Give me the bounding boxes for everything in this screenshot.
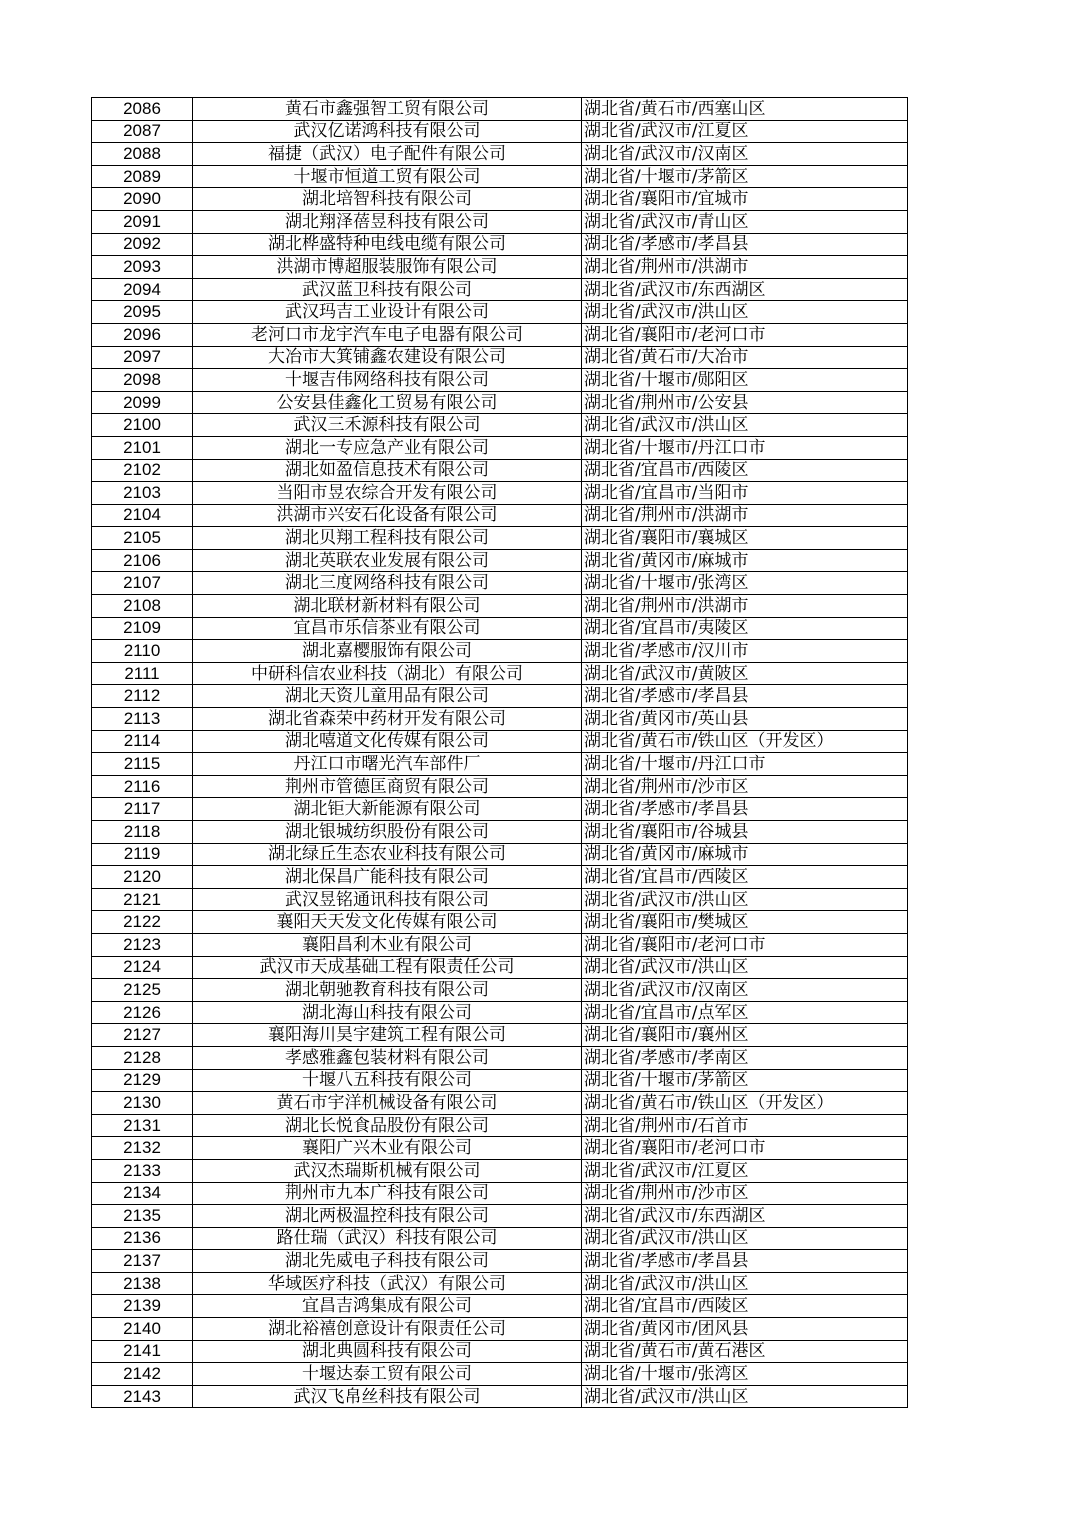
row-number: 2126 — [92, 1001, 193, 1024]
table-row — [92, 188, 908, 211]
table-row — [92, 843, 908, 866]
company-name: 华域医疗科技（武汉）有限公司 — [193, 1272, 582, 1295]
company-name: 洪湖市博超服装服饰有限公司 — [193, 256, 582, 279]
region: 湖北省/武汉市/洪山区 — [582, 1385, 908, 1408]
company-name: 襄阳广兴木业有限公司 — [193, 1137, 582, 1160]
table-row — [92, 143, 908, 166]
company-name: 湖北嘻道文化传媒有限公司 — [193, 730, 582, 753]
company-name: 公安县佳鑫化工贸易有限公司 — [193, 391, 582, 414]
region: 湖北省/武汉市/黄陂区 — [582, 662, 908, 685]
region: 湖北省/宜昌市/夷陵区 — [582, 617, 908, 640]
region: 湖北省/黄石市/黄石港区 — [582, 1340, 908, 1363]
region: 湖北省/武汉市/江夏区 — [582, 1159, 908, 1182]
region: 湖北省/孝感市/汉川市 — [582, 640, 908, 663]
row-number: 2128 — [92, 1046, 193, 1069]
company-name: 黄石市宇洋机械设备有限公司 — [193, 1092, 582, 1115]
row-number: 2124 — [92, 956, 193, 979]
table-row — [92, 391, 908, 414]
region: 湖北省/荆州市/公安县 — [582, 391, 908, 414]
region: 湖北省/武汉市/洪山区 — [582, 956, 908, 979]
company-name: 宜昌吉鸿集成有限公司 — [193, 1295, 582, 1318]
row-number: 2121 — [92, 888, 193, 911]
company-name: 湖北先威电子科技有限公司 — [193, 1250, 582, 1273]
company-name: 武汉市天成基础工程有限责任公司 — [193, 956, 582, 979]
company-name: 武汉玛吉工业设计有限公司 — [193, 301, 582, 324]
region: 湖北省/荆州市/沙市区 — [582, 775, 908, 798]
row-number: 2115 — [92, 753, 193, 776]
row-number: 2143 — [92, 1385, 193, 1408]
row-number: 2094 — [92, 278, 193, 301]
table-row — [92, 210, 908, 233]
company-name: 湖北朝驰教育科技有限公司 — [193, 979, 582, 1002]
region: 湖北省/荆州市/洪湖市 — [582, 504, 908, 527]
company-name: 湖北天资儿童用品有限公司 — [193, 685, 582, 708]
region: 湖北省/襄阳市/樊城区 — [582, 911, 908, 934]
table-row — [92, 595, 908, 618]
table-row — [92, 1046, 908, 1069]
region: 湖北省/荆州市/洪湖市 — [582, 256, 908, 279]
company-name: 湖北两极温控科技有限公司 — [193, 1205, 582, 1228]
region: 湖北省/襄阳市/老河口市 — [582, 323, 908, 346]
company-name: 中研科信农业科技（湖北）有限公司 — [193, 662, 582, 685]
table-row — [92, 1272, 908, 1295]
table-row — [92, 979, 908, 1002]
row-number: 2102 — [92, 459, 193, 482]
company-name: 湖北一专应急产业有限公司 — [193, 436, 582, 459]
row-number: 2141 — [92, 1340, 193, 1363]
table-row — [92, 165, 908, 188]
table-row — [92, 775, 908, 798]
table-row — [92, 278, 908, 301]
table-body — [92, 98, 908, 1408]
row-number: 2100 — [92, 414, 193, 437]
company-name: 荆州市九本广科技有限公司 — [193, 1182, 582, 1205]
row-number: 2116 — [92, 775, 193, 798]
table-row — [92, 933, 908, 956]
row-number: 2123 — [92, 933, 193, 956]
region: 湖北省/宜昌市/西陵区 — [582, 459, 908, 482]
company-name: 武汉杰瑞斯机械有限公司 — [193, 1159, 582, 1182]
row-number: 2131 — [92, 1114, 193, 1137]
region: 湖北省/襄阳市/老河口市 — [582, 1137, 908, 1160]
company-name: 湖北保昌广能科技有限公司 — [193, 866, 582, 889]
row-number: 2136 — [92, 1227, 193, 1250]
company-name: 荆州市管德匡商贸有限公司 — [193, 775, 582, 798]
company-name: 湖北贝翔工程科技有限公司 — [193, 527, 582, 550]
table-row — [92, 1024, 908, 1047]
row-number: 2127 — [92, 1024, 193, 1047]
table-row — [92, 1114, 908, 1137]
table-row — [92, 233, 908, 256]
table-row — [92, 120, 908, 143]
table-row — [92, 1340, 908, 1363]
region: 湖北省/黄石市/西塞山区 — [582, 98, 908, 121]
company-name: 十堰吉伟网络科技有限公司 — [193, 369, 582, 392]
table-row — [92, 323, 908, 346]
company-name: 福捷（武汉）电子配件有限公司 — [193, 143, 582, 166]
company-name: 湖北海山科技有限公司 — [193, 1001, 582, 1024]
company-name: 孝感雅鑫包装材料有限公司 — [193, 1046, 582, 1069]
table-row — [92, 1318, 908, 1341]
company-name: 武汉蓝卫科技有限公司 — [193, 278, 582, 301]
table-row — [92, 1137, 908, 1160]
table-row — [92, 1227, 908, 1250]
company-name: 宜昌市乐信茶业有限公司 — [193, 617, 582, 640]
row-number: 2119 — [92, 843, 193, 866]
region: 湖北省/黄石市/铁山区（开发区） — [582, 1092, 908, 1115]
company-name: 襄阳天天发文化传媒有限公司 — [193, 911, 582, 934]
company-name: 湖北省森荣中药材开发有限公司 — [193, 708, 582, 731]
region: 湖北省/十堰市/茅箭区 — [582, 165, 908, 188]
region: 湖北省/武汉市/洪山区 — [582, 301, 908, 324]
region: 湖北省/宜昌市/西陵区 — [582, 866, 908, 889]
region: 湖北省/十堰市/郧阳区 — [582, 369, 908, 392]
row-number: 2106 — [92, 549, 193, 572]
row-number: 2114 — [92, 730, 193, 753]
table-row — [92, 821, 908, 844]
table-row — [92, 504, 908, 527]
company-name: 当阳市昱农综合开发有限公司 — [193, 482, 582, 505]
table-row — [92, 1092, 908, 1115]
company-name: 武汉昱铭通讯科技有限公司 — [193, 888, 582, 911]
table-row — [92, 572, 908, 595]
company-name: 襄阳昌利木业有限公司 — [193, 933, 582, 956]
company-name: 十堰市恒道工贸有限公司 — [193, 165, 582, 188]
table-row — [92, 888, 908, 911]
region: 湖北省/黄冈市/麻城市 — [582, 549, 908, 572]
table-row — [92, 346, 908, 369]
company-name: 丹江口市曙光汽车部件厂 — [193, 753, 582, 776]
company-name: 大冶市大箕铺鑫农建设有限公司 — [193, 346, 582, 369]
row-number: 2138 — [92, 1272, 193, 1295]
row-number: 2125 — [92, 979, 193, 1002]
region: 湖北省/武汉市/洪山区 — [582, 414, 908, 437]
table-row — [92, 1205, 908, 1228]
region: 湖北省/荆州市/沙市区 — [582, 1182, 908, 1205]
company-name: 湖北长悦食品股份有限公司 — [193, 1114, 582, 1137]
row-number: 2108 — [92, 595, 193, 618]
table-row — [92, 708, 908, 731]
company-name: 洪湖市兴安石化设备有限公司 — [193, 504, 582, 527]
region: 湖北省/襄阳市/宜城市 — [582, 188, 908, 211]
row-number: 2095 — [92, 301, 193, 324]
company-name: 湖北三度网络科技有限公司 — [193, 572, 582, 595]
row-number: 2118 — [92, 821, 193, 844]
region: 湖北省/孝感市/孝南区 — [582, 1046, 908, 1069]
table-row — [92, 730, 908, 753]
row-number: 2142 — [92, 1363, 193, 1386]
table-row — [92, 640, 908, 663]
row-number: 2137 — [92, 1250, 193, 1273]
table-row — [92, 482, 908, 505]
region: 湖北省/黄石市/铁山区（开发区） — [582, 730, 908, 753]
company-name: 武汉亿诺鸿科技有限公司 — [193, 120, 582, 143]
row-number: 2088 — [92, 143, 193, 166]
table-row — [92, 369, 908, 392]
company-name: 湖北银城纺织股份有限公司 — [193, 821, 582, 844]
table-row — [92, 911, 908, 934]
table-row — [92, 414, 908, 437]
table-row — [92, 1250, 908, 1273]
company-list-table — [91, 97, 908, 1408]
region: 湖北省/武汉市/汉南区 — [582, 143, 908, 166]
region: 湖北省/襄阳市/谷城县 — [582, 821, 908, 844]
row-number: 2104 — [92, 504, 193, 527]
table-row — [92, 1182, 908, 1205]
table-row — [92, 1295, 908, 1318]
region: 湖北省/十堰市/丹江口市 — [582, 753, 908, 776]
company-name: 襄阳海川昊宇建筑工程有限公司 — [193, 1024, 582, 1047]
table-row — [92, 866, 908, 889]
company-name: 湖北翔泽蓓昱科技有限公司 — [193, 210, 582, 233]
row-number: 2105 — [92, 527, 193, 550]
region: 湖北省/宜昌市/当阳市 — [582, 482, 908, 505]
table-row — [92, 301, 908, 324]
company-name: 湖北桦盛特种电线电缆有限公司 — [193, 233, 582, 256]
row-number: 2122 — [92, 911, 193, 934]
region: 湖北省/武汉市/洪山区 — [582, 888, 908, 911]
company-name: 湖北培智科技有限公司 — [193, 188, 582, 211]
table-row — [92, 798, 908, 821]
row-number: 2093 — [92, 256, 193, 279]
table-row — [92, 753, 908, 776]
row-number: 2090 — [92, 188, 193, 211]
row-number: 2091 — [92, 210, 193, 233]
region: 湖北省/襄阳市/襄城区 — [582, 527, 908, 550]
row-number: 2097 — [92, 346, 193, 369]
company-name: 湖北英联农业发展有限公司 — [193, 549, 582, 572]
company-name: 湖北裕禧创意设计有限责任公司 — [193, 1318, 582, 1341]
table-row — [92, 662, 908, 685]
row-number: 2120 — [92, 866, 193, 889]
table-row — [92, 436, 908, 459]
region: 湖北省/十堰市/丹江口市 — [582, 436, 908, 459]
table-row — [92, 685, 908, 708]
row-number: 2109 — [92, 617, 193, 640]
table-row — [92, 1069, 908, 1092]
row-number: 2132 — [92, 1137, 193, 1160]
row-number: 2086 — [92, 98, 193, 121]
row-number: 2099 — [92, 391, 193, 414]
region: 湖北省/武汉市/洪山区 — [582, 1227, 908, 1250]
row-number: 2134 — [92, 1182, 193, 1205]
region: 湖北省/荆州市/洪湖市 — [582, 595, 908, 618]
row-number: 2133 — [92, 1159, 193, 1182]
region: 湖北省/十堰市/张湾区 — [582, 572, 908, 595]
table-row — [92, 459, 908, 482]
region: 湖北省/宜昌市/西陵区 — [582, 1295, 908, 1318]
company-name: 武汉三禾源科技有限公司 — [193, 414, 582, 437]
row-number: 2140 — [92, 1318, 193, 1341]
company-name: 湖北嘉樱服饰有限公司 — [193, 640, 582, 663]
company-name: 武汉飞帛丝科技有限公司 — [193, 1385, 582, 1408]
row-number: 2101 — [92, 436, 193, 459]
region: 湖北省/孝感市/孝昌县 — [582, 798, 908, 821]
row-number: 2096 — [92, 323, 193, 346]
region: 湖北省/宜昌市/点军区 — [582, 1001, 908, 1024]
row-number: 2112 — [92, 685, 193, 708]
region: 湖北省/孝感市/孝昌县 — [582, 685, 908, 708]
company-name: 湖北如盈信息技术有限公司 — [193, 459, 582, 482]
table-row — [92, 527, 908, 550]
row-number: 2089 — [92, 165, 193, 188]
table-row — [92, 1159, 908, 1182]
region: 湖北省/黄石市/大冶市 — [582, 346, 908, 369]
company-name: 湖北典圆科技有限公司 — [193, 1340, 582, 1363]
row-number: 2103 — [92, 482, 193, 505]
region: 湖北省/襄阳市/老河口市 — [582, 933, 908, 956]
region: 湖北省/武汉市/东西湖区 — [582, 278, 908, 301]
region: 湖北省/武汉市/东西湖区 — [582, 1205, 908, 1228]
table-row — [92, 549, 908, 572]
company-name: 路仕瑞（武汉）科技有限公司 — [193, 1227, 582, 1250]
company-name: 黄石市鑫强智工贸有限公司 — [193, 98, 582, 121]
region: 湖北省/武汉市/青山区 — [582, 210, 908, 233]
row-number: 2087 — [92, 120, 193, 143]
row-number: 2092 — [92, 233, 193, 256]
region: 湖北省/黄冈市/团风县 — [582, 1318, 908, 1341]
region: 湖北省/荆州市/石首市 — [582, 1114, 908, 1137]
row-number: 2135 — [92, 1205, 193, 1228]
region: 湖北省/武汉市/汉南区 — [582, 979, 908, 1002]
table-row — [92, 617, 908, 640]
company-name: 老河口市龙宇汽车电子电器有限公司 — [193, 323, 582, 346]
region: 湖北省/黄冈市/英山县 — [582, 708, 908, 731]
region: 湖北省/武汉市/洪山区 — [582, 1272, 908, 1295]
row-number: 2130 — [92, 1092, 193, 1115]
company-name: 湖北绿丘生态农业科技有限公司 — [193, 843, 582, 866]
company-name: 十堰达泰工贸有限公司 — [193, 1363, 582, 1386]
company-name: 十堰八五科技有限公司 — [193, 1069, 582, 1092]
region: 湖北省/十堰市/茅箭区 — [582, 1069, 908, 1092]
table-row — [92, 1363, 908, 1386]
region: 湖北省/武汉市/江夏区 — [582, 120, 908, 143]
table-row — [92, 956, 908, 979]
row-number: 2113 — [92, 708, 193, 731]
row-number: 2139 — [92, 1295, 193, 1318]
row-number: 2117 — [92, 798, 193, 821]
row-number: 2110 — [92, 640, 193, 663]
table-row — [92, 256, 908, 279]
row-number: 2107 — [92, 572, 193, 595]
table-row — [92, 1385, 908, 1408]
row-number: 2129 — [92, 1069, 193, 1092]
region: 湖北省/黄冈市/麻城市 — [582, 843, 908, 866]
region: 湖北省/孝感市/孝昌县 — [582, 1250, 908, 1273]
region: 湖北省/襄阳市/襄州区 — [582, 1024, 908, 1047]
region: 湖北省/十堰市/张湾区 — [582, 1363, 908, 1386]
table-row — [92, 98, 908, 121]
table-row — [92, 1001, 908, 1024]
region: 湖北省/孝感市/孝昌县 — [582, 233, 908, 256]
row-number: 2111 — [92, 662, 193, 685]
row-number: 2098 — [92, 369, 193, 392]
company-name: 湖北联材新材料有限公司 — [193, 595, 582, 618]
company-name: 湖北钜大新能源有限公司 — [193, 798, 582, 821]
